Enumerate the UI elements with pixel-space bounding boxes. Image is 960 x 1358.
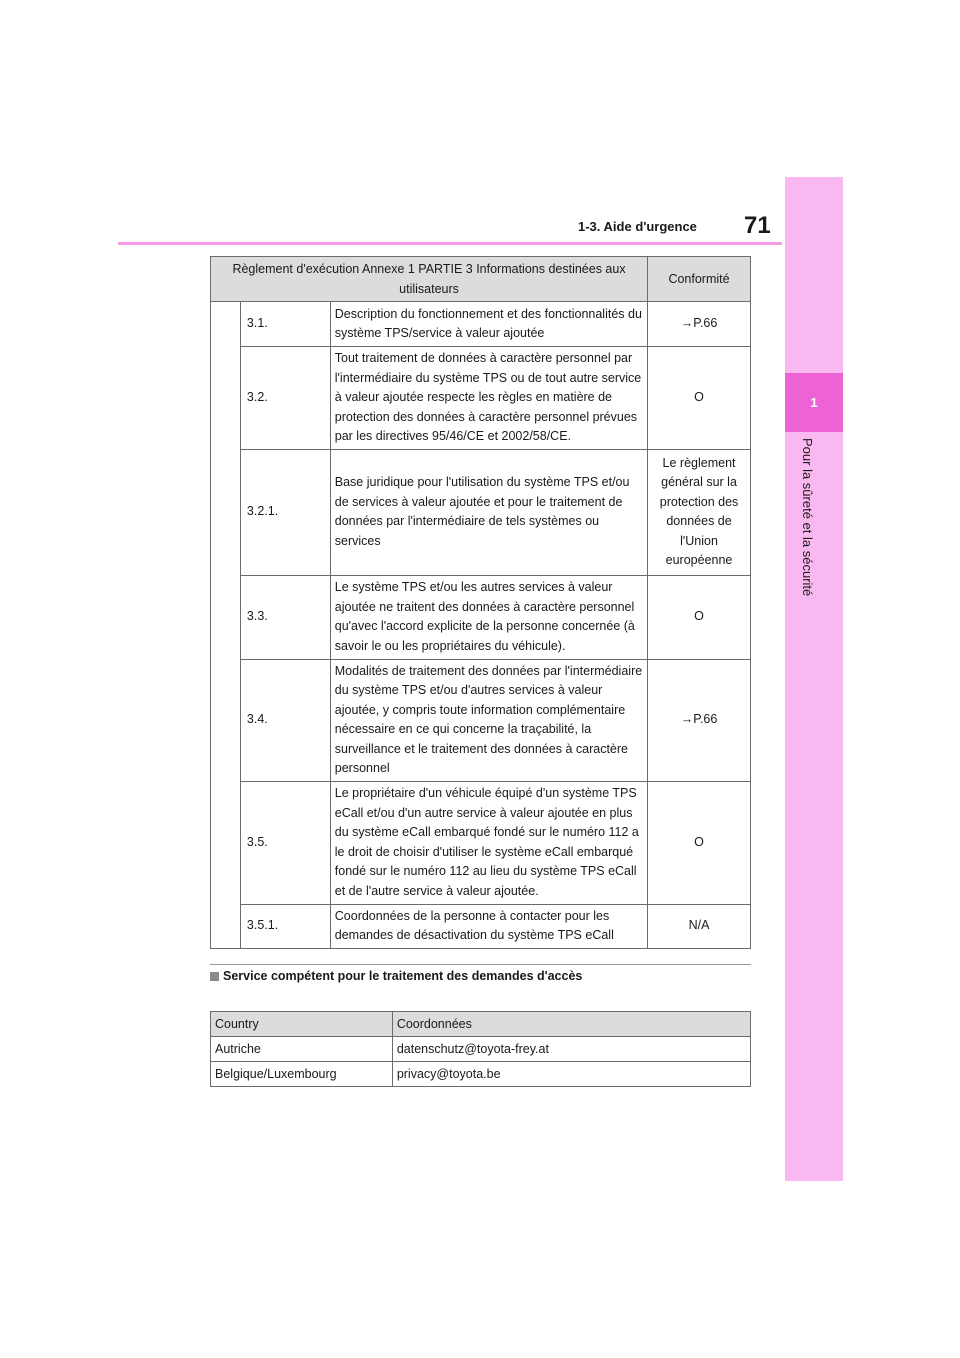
chapter-title: Pour la sûreté et la sécurité [800, 438, 815, 597]
table-row [211, 1037, 751, 1062]
row-description: Tout traitement de données à caractère personnel par l'intermédiaire du système TPS ou de tout autre service à valeur ajoutée respecte les règles en matière de protection des données à caractère personnel prévues par les directives 95/46/CE et 2002/58/CE. [330, 347, 647, 450]
spacer-cell [211, 302, 241, 949]
contact-table [210, 1011, 751, 1087]
header-conformity: Conformité [648, 257, 751, 302]
header-country: Country [211, 1012, 393, 1037]
table-row [211, 904, 751, 948]
header-regulation: Règlement d'exécution Annexe 1 PARTIE 3 Informations destinées aux utilisateurs [211, 257, 648, 302]
row-number: 3.2.1. [240, 449, 330, 575]
table-header-row [211, 257, 751, 302]
header-rule [118, 242, 782, 245]
row-description: Le propriétaire d'un véhicule équipé d'un système TPS eCall et/ou d'un autre service à valeur ajoutée en plus du système eCall embarqué fondé sur le numéro 112 a le droit de choisir d'utiliser le système eCall embarqué fondé sur le numéro 112 au lieu du système TPS eCall et de l'autre service à valeur ajoutée. [330, 781, 647, 904]
country-cell: Belgique/Luxembourg [211, 1062, 393, 1087]
row-number: 3.5.1. [240, 904, 330, 948]
row-conformity: O [648, 347, 751, 450]
row-description: Description du fonctionnement et des fonctionnalités du système TPS/service à valeur ajoutée [330, 302, 647, 347]
chapter-number: 1 [810, 395, 818, 410]
row-number: 3.2. [240, 347, 330, 450]
table-row [211, 302, 751, 347]
row-number: 3.4. [240, 659, 330, 781]
row-description: Le système TPS et/ou les autres services à valeur ajoutée ne traitent des données à caractère personnel qu'avec l'accord explicite de la personne concernée (à savoir le ou les propriétaires du véhicule). [330, 575, 647, 659]
country-cell: Autriche [211, 1037, 393, 1062]
table-header-row [211, 1012, 751, 1037]
table-row [211, 1062, 751, 1087]
row-number: 3.3. [240, 575, 330, 659]
row-conformity: O [648, 781, 751, 904]
access-section-title: Service compétent pour le traitement des demandes d'accès [223, 969, 583, 983]
table-row [211, 781, 751, 904]
row-conformity: O [648, 575, 751, 659]
side-tab [785, 177, 843, 1181]
row-conformity: →P.66 [648, 659, 751, 781]
row-number: 3.5. [240, 781, 330, 904]
table-row [211, 449, 751, 575]
table-row [211, 347, 751, 450]
row-description: Coordonnées de la personne à contacter pour les demandes de désactivation du système TPS eCall [330, 904, 647, 948]
header-contact: Coordonnées [392, 1012, 750, 1037]
section-title: 1-3. Aide d'urgence [578, 219, 697, 234]
contact-cell: datenschutz@toyota-frey.at [392, 1037, 750, 1062]
row-conformity: →P.66 [648, 302, 751, 347]
contact-cell: privacy@toyota.be [392, 1062, 750, 1087]
chapter-tab[interactable] [785, 373, 843, 432]
page-number: 71 [744, 212, 771, 239]
row-description: Modalités de traitement des données par l'intermédiaire du système TPS et/ou d'autres services à valeur ajoutée, y compris toute information complémentaire nécessaire en ce qui concerne la traçabilité, la surveillance et le traitement des données à caractère personnel [330, 659, 647, 781]
row-description: Base juridique pour l'utilisation du système TPS et/ou de services à valeur ajoutée et pour le traitement de données par l'intermédiaire de tels systèmes ou services [330, 449, 647, 575]
table-row [211, 659, 751, 781]
row-number: 3.1. [240, 302, 330, 347]
access-section-heading [210, 969, 582, 983]
section-divider [210, 964, 751, 965]
row-conformity: Le règlement général sur la protection des données de l'Union européenne [648, 449, 751, 575]
square-bullet-icon [210, 972, 219, 981]
row-conformity: N/A [648, 904, 751, 948]
table-row [211, 575, 751, 659]
regulation-table [210, 256, 751, 949]
